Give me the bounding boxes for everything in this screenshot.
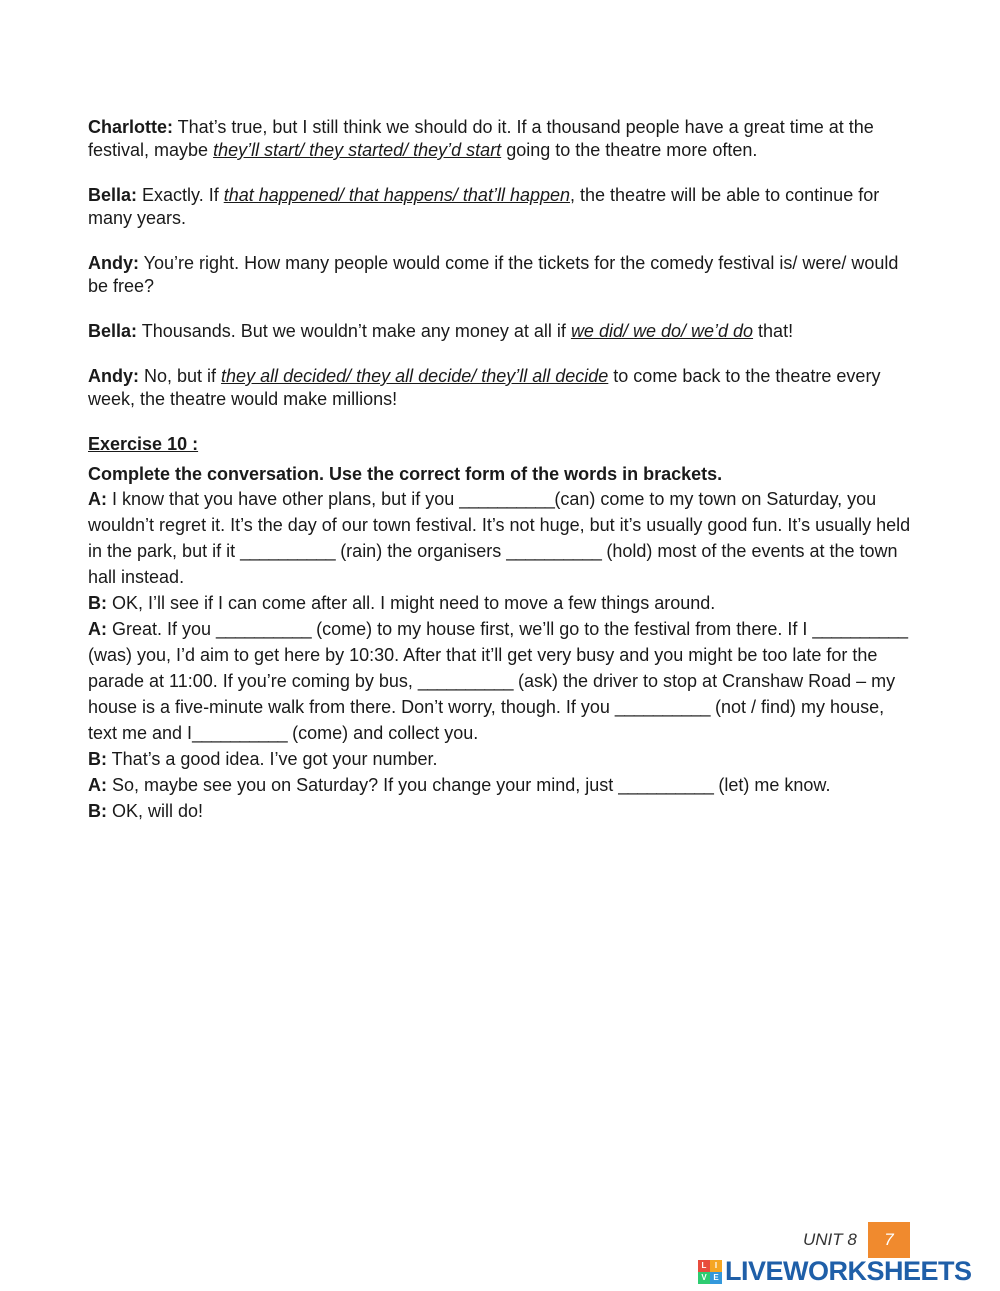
- speaker-name: Charlotte:: [88, 117, 173, 137]
- answer-blank[interactable]: __________: [812, 619, 908, 639]
- answer-options: that happened/ that happens/ that’ll happen: [223, 185, 571, 205]
- logo-block-l: L: [698, 1260, 710, 1272]
- speaker-label: B:: [88, 749, 107, 769]
- conversation-text: So, maybe see you on Saturday? If you change your mind, just: [107, 775, 619, 795]
- answer-blank[interactable]: __________: [240, 541, 336, 561]
- conversation-line: [88, 590, 918, 616]
- exercise-title: Exercise 10 :: [88, 434, 199, 454]
- conversation-text: I know that you have other plans, but if you: [107, 489, 460, 509]
- page-number-badge: 7: [868, 1222, 910, 1258]
- dialogue-text: going to the theatre more often.: [501, 140, 758, 160]
- exercise-conversation: [88, 486, 918, 824]
- speaker-label: B:: [88, 593, 107, 613]
- conversation-line: [88, 798, 918, 824]
- conversation-text: (can) come to my town on Saturday, you wouldn’t regret it. It’s the day of our town festival. It’s not huge, but it’s usually good fun. It’s usually held in the park, but if it: [88, 489, 911, 561]
- conversation-text: OK, I’ll see if I can come after all. I might need to move a few things around.: [107, 593, 716, 613]
- dialogue-text: to come back to the theatre every week, the theatre would make millions!: [88, 366, 881, 409]
- answer-blank[interactable]: __________: [216, 619, 312, 639]
- dialogue-line: [88, 116, 918, 162]
- unit-label: UNIT 8: [803, 1230, 857, 1249]
- answer-blank[interactable]: __________: [459, 489, 555, 509]
- speaker-label: A:: [88, 619, 107, 639]
- dialogue-line: [88, 365, 918, 411]
- liveworksheets-wordmark: LIVEWORKSHEETS: [725, 1256, 972, 1286]
- conversation-text: (let) me know.: [713, 775, 831, 795]
- logo-block-v: V: [698, 1272, 710, 1284]
- liveworksheets-logo-icon: [698, 1260, 722, 1284]
- conversation-text: (rain) the organisers: [335, 541, 507, 561]
- speaker-name: Bella:: [88, 321, 138, 341]
- speaker-label: A:: [88, 489, 107, 509]
- conversation-text: (come) to my house first, we’ll go to the festival from there. If I: [311, 619, 813, 639]
- speaker-name: Andy:: [88, 253, 139, 273]
- dialogue-text: That’s true, but I still think we should do it. If a thousand people have a great time at the festival, maybe: [88, 117, 874, 160]
- conversation-text: (not / find) my house, text me and I: [88, 697, 885, 743]
- dialogue-line: [88, 184, 918, 230]
- answer-options: they’ll start/ they started/ they’d start: [213, 140, 502, 160]
- conversation-line: [88, 746, 918, 772]
- logo-block-e: E: [710, 1272, 722, 1284]
- dialogue-text: You’re right. How many people would come if the tickets for the comedy festival is/ were/ would be free?: [88, 253, 899, 296]
- answer-blank[interactable]: __________: [506, 541, 602, 561]
- answer-blank[interactable]: __________: [614, 697, 711, 717]
- conversation-text: (come) and collect you.: [287, 723, 479, 743]
- dialogue-section: [88, 116, 918, 411]
- dialogue-line: [88, 320, 918, 343]
- speaker-label: A:: [88, 775, 107, 795]
- dialogue-text: Thousands. But we wouldn’t make any money at all if: [137, 321, 571, 341]
- speaker-label: B:: [88, 801, 107, 821]
- exercise-instruction: Complete the conversation. Use the correct form of the words in brackets.: [88, 464, 723, 484]
- speaker-name: Bella:: [88, 185, 138, 205]
- logo-block-i: I: [710, 1260, 722, 1272]
- conversation-line: [88, 486, 918, 590]
- conversation-text: Great. If you: [107, 619, 217, 639]
- answer-blank[interactable]: __________: [618, 775, 714, 795]
- conversation-text: That’s a good idea. I’ve got your number.: [107, 749, 438, 769]
- conversation-text: (was) you, I’d aim to get here by 10:30. After that it’ll get very busy and you might be too late for the parade at 11:00. If you’re coming by bus,: [88, 645, 878, 691]
- dialogue-text: Exactly. If: [137, 185, 224, 205]
- answer-options: we did/ we do/ we’d do: [570, 321, 754, 341]
- conversation-line: [88, 616, 918, 746]
- liveworksheets-logo: [698, 1256, 972, 1287]
- conversation-text: (ask) the driver to stop at Cranshaw Road – my house is a five-minute walk from there. Don’t worry, though. If you: [88, 671, 896, 717]
- dialogue-text: that!: [753, 321, 794, 341]
- worksheet-content: [88, 116, 918, 824]
- conversation-text: (hold) most of the events at the town hall instead.: [88, 541, 898, 587]
- conversation-line: [88, 772, 918, 798]
- answer-options: they all decided/ they all decide/ they’ll all decide: [221, 366, 609, 386]
- dialogue-line: [88, 252, 918, 298]
- dialogue-text: No, but if: [139, 366, 222, 386]
- answer-blank[interactable]: __________: [192, 723, 288, 743]
- answer-blank[interactable]: __________: [417, 671, 513, 691]
- speaker-name: Andy:: [88, 366, 139, 386]
- dialogue-text: , the theatre will be able to continue for many years.: [88, 185, 880, 228]
- conversation-text: OK, will do!: [107, 801, 204, 821]
